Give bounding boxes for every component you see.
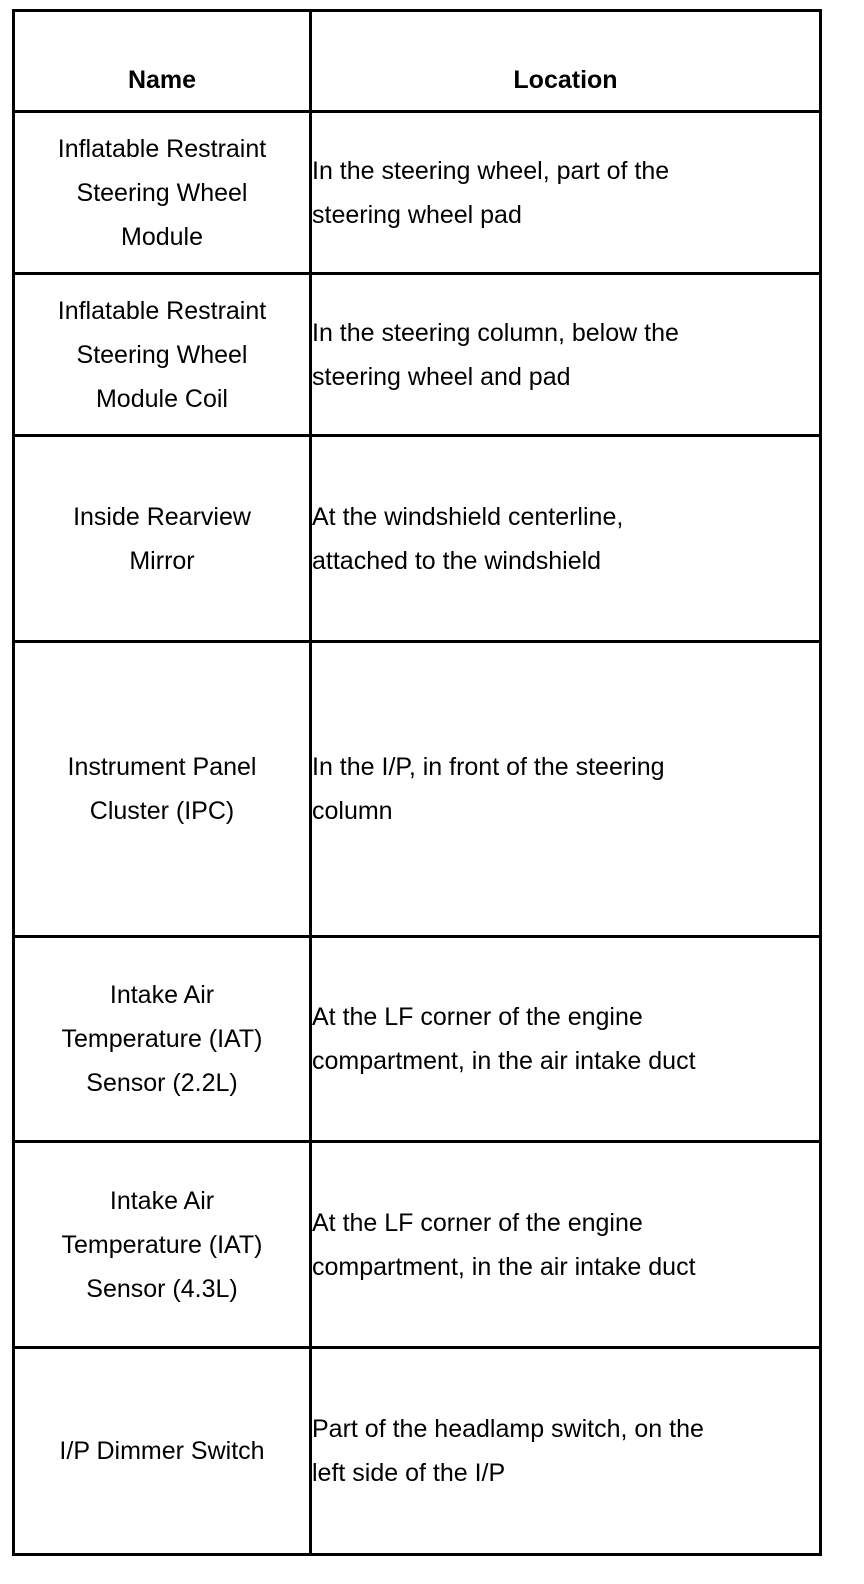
table-row	[14, 274, 821, 436]
location-cell: In the steering column, below the steering wheel and pad	[311, 274, 821, 436]
header-name: Name	[14, 11, 311, 112]
location-cell: At the LF corner of the engine compartment, in the air intake duct	[311, 937, 821, 1142]
location-cell: At the windshield centerline, attached to the windshield	[311, 436, 821, 642]
table-row	[14, 112, 821, 274]
location-cell: At the LF corner of the engine compartment, in the air intake duct	[311, 1142, 821, 1348]
table-row	[14, 436, 821, 642]
name-cell: Inflatable Restraint Steering Wheel Module	[14, 112, 311, 274]
header-row	[14, 11, 821, 112]
location-cell: Part of the headlamp switch, on the left side of the I/P	[311, 1348, 821, 1555]
name-cell: I/P Dimmer Switch	[14, 1348, 311, 1555]
table-row	[14, 937, 821, 1142]
location-cell: In the I/P, in front of the steering column	[311, 642, 821, 937]
table-row	[14, 1142, 821, 1348]
name-cell: Intake Air Temperature (IAT) Sensor (4.3L)	[14, 1142, 311, 1348]
table-row	[14, 1348, 821, 1555]
name-cell: Instrument Panel Cluster (IPC)	[14, 642, 311, 937]
name-cell: Intake Air Temperature (IAT) Sensor (2.2L)	[14, 937, 311, 1142]
location-cell: In the steering wheel, part of the steering wheel pad	[311, 112, 821, 274]
component-location-table	[12, 9, 822, 1556]
name-cell: Inflatable Restraint Steering Wheel Module Coil	[14, 274, 311, 436]
name-cell: Inside Rearview Mirror	[14, 436, 311, 642]
table-row	[14, 642, 821, 937]
header-location: Location	[311, 11, 821, 112]
